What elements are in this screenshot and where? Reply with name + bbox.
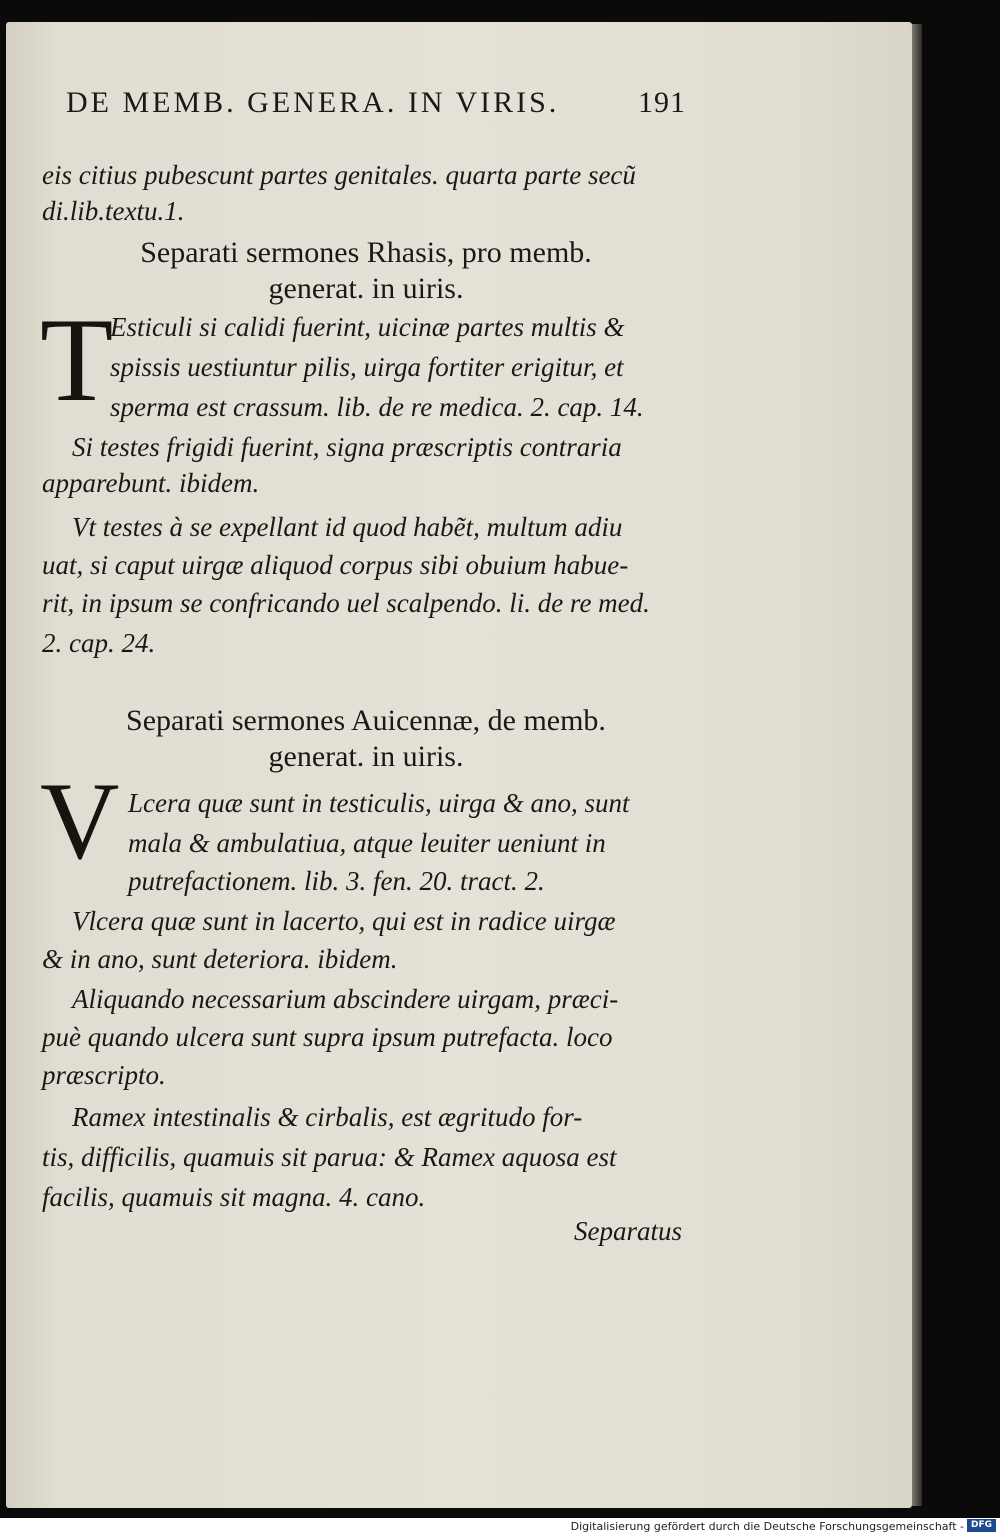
text-line: & in ano, sunt deteriora. ibidem. xyxy=(42,944,398,974)
section-heading: Separati sermones Auicennæ, de memb. xyxy=(126,704,606,737)
book-page xyxy=(6,22,912,1508)
section-heading: generat. in uiris. xyxy=(268,272,464,305)
text-line: uat, si caput uirgæ aliquod corpus sibi obuium habue- xyxy=(42,550,629,580)
text-line: Ramex intestinalis & cirbalis, est ægritudo for- xyxy=(72,1102,583,1132)
page-number: 191 xyxy=(638,86,686,119)
text-line: facilis, quamuis sit magna. 4. cano. xyxy=(42,1182,426,1212)
footer xyxy=(0,1518,1000,1535)
text-line: rit, in ipsum se confricando uel scalpendo. li. de re med. xyxy=(42,588,650,618)
text-line: spissis uestiuntur pilis, uirga fortiter erigitur, et xyxy=(110,352,624,382)
page-edge xyxy=(912,24,922,1506)
text-line: tis, difficilis, quamuis sit parua: & Ramex aquosa est xyxy=(42,1142,617,1172)
text-line: putrefactionem. lib. 3. fen. 20. tract. 2. xyxy=(128,866,545,896)
text-line: Lcera quæ sunt in testiculis, uirga & ano, sunt xyxy=(128,788,630,818)
text-line: 2. cap. 24. xyxy=(42,628,156,658)
text-line: Esticuli si calidi fuerint, uicinæ partes multis & xyxy=(110,312,625,342)
text-line: præscripto. xyxy=(42,1060,166,1090)
text-line: eis citius pubescunt partes genitales. quarta parte secũ xyxy=(42,160,636,190)
footer-credit: Digitalisierung gefördert durch die Deutsche Forschungsgemeinschaft - xyxy=(570,1520,964,1533)
text-line: di.lib.textu.1. xyxy=(42,196,185,226)
text-line: Vlcera quæ sunt in lacerto, qui est in radice uirgæ xyxy=(72,906,616,936)
running-head-title: DE MEMB. GENERA. IN VIRIS. xyxy=(66,86,560,119)
text-line: puè quando ulcera sunt supra ipsum putrefacta. loco xyxy=(42,1022,613,1052)
text-line: Si testes frigidi fuerint, signa præscriptis contraria xyxy=(72,432,622,462)
drop-capital: V xyxy=(40,760,120,882)
text-line: mala & ambulatiua, atque leuiter ueniunt in xyxy=(128,828,606,858)
catchword: Separatus xyxy=(574,1216,682,1246)
dfg-logo: DFG xyxy=(967,1519,996,1532)
section-heading: Separati sermones Rhasis, pro memb. xyxy=(140,236,592,269)
text-line: apparebunt. ibidem. xyxy=(42,468,260,498)
running-head xyxy=(66,86,686,120)
section-heading: generat. in uiris. xyxy=(268,740,464,773)
text-line: Aliquando necessarium abscindere uirgam, præci- xyxy=(72,984,619,1014)
text-line: Vt testes à se expellant id quod habẽt, multum adiu xyxy=(72,512,623,542)
text-line: sperma est crassum. lib. de re medica. 2. cap. 14. xyxy=(110,392,644,422)
drop-capital: T xyxy=(40,293,114,426)
